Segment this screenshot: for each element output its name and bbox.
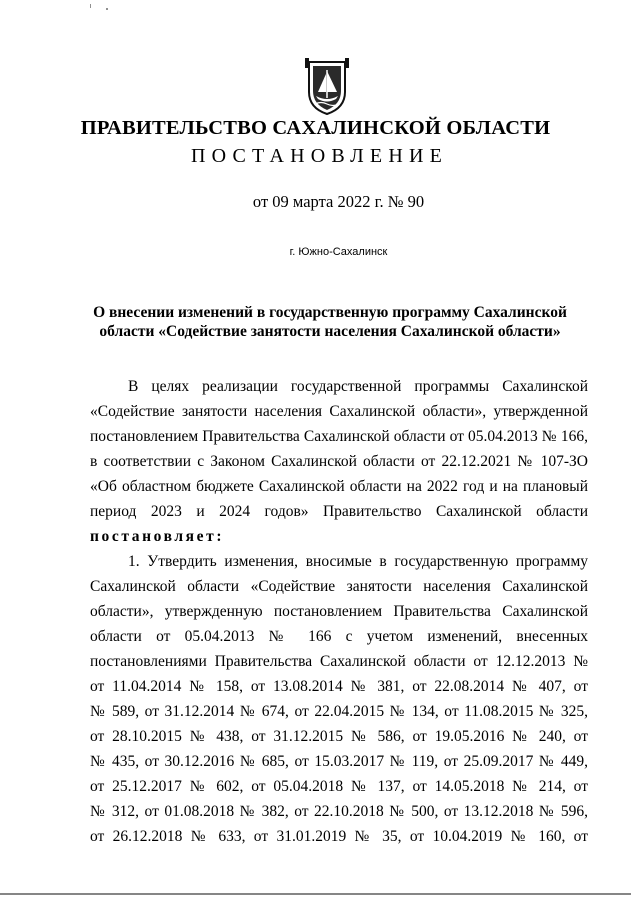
body-line: области», утвержденную постановлением Правительства Сахалинской: [90, 603, 588, 620]
body-line: «Содействие занятости населения Сахалинской области», утвержденной: [90, 403, 588, 420]
body-line: постановлениями Правительства Сахалинской области от 12.12.2013 №: [90, 653, 588, 670]
body-line: от 26.12.2018 № 633, от 31.01.2019 № 35, от 10.04.2019 № 160, от: [90, 828, 588, 845]
subject-line: О внесении изменений в государственную программу Сахалинской: [93, 304, 567, 321]
body-line: № 312, от 01.08.2018 № 382, от 22.10.2018 № 500, от 13.12.2018 № 596,: [90, 803, 588, 820]
body-line: постановлением Правительства Сахалинской области от 05.04.2013 № 166,: [90, 428, 588, 445]
subject-line: области «Содействие занятости населения Сахалинской области»: [99, 323, 561, 340]
document-date-number: от 09 марта 2022 г. № 90: [252, 192, 425, 211]
body-line: 1. Утвердить изменения, вносимые в государственную программу: [128, 553, 588, 570]
body-line: № 435, от 30.12.2016 № 685, от 15.03.2017 № 119, от 25.09.2017 № 449,: [90, 753, 588, 770]
scan-speck: [106, 8, 108, 10]
body-line: в соответствии с Законом Сахалинской области от 22.12.2021 № 107-ЗО: [90, 453, 588, 470]
body-line: области от 05.04.2013 № 166 с учетом изменений, внесенных: [90, 628, 588, 645]
scan-speck: [90, 4, 91, 8]
body-line-resolves: постановляет:: [90, 528, 225, 545]
government-title: ПРАВИТЕЛЬСТВО САХАЛИНСКОЙ ОБЛАСТИ: [80, 117, 551, 139]
document-city: г. Южно-Сахалинск: [289, 246, 388, 258]
body-line: от 11.04.2014 № 158, от 13.08.2014 № 381, от 22.08.2014 № 407, от: [90, 678, 588, 695]
scan-edge-line: [0, 893, 631, 895]
body-line: от 25.12.2017 № 602, от 05.04.2018 № 137, от 14.05.2018 № 214, от: [90, 778, 588, 795]
document-subject: [60, 303, 600, 341]
body-line: В целях реализации государственной программы Сахалинской: [128, 378, 588, 395]
body-line: «Об областном бюджете Сахалинской области на 2022 год и на плановый: [90, 478, 588, 495]
document-body: [90, 374, 588, 849]
body-line: № 589, от 31.12.2014 № 674, от 22.04.2015 № 134, от 11.08.2015 № 325,: [90, 703, 588, 720]
body-line: Сахалинской области «Содействие занятости населения Сахалинской: [90, 578, 588, 595]
body-line: период 2023 и 2024 годов» Правительство Сахалинской области: [90, 503, 588, 520]
document-type: ПОСТАНОВЛЕНИЕ: [190, 145, 449, 167]
body-line: от 28.10.2015 № 438, от 31.12.2015 № 586, от 19.05.2016 № 240, от: [90, 728, 588, 745]
sakhalin-coat-of-arms-icon: [303, 58, 351, 116]
